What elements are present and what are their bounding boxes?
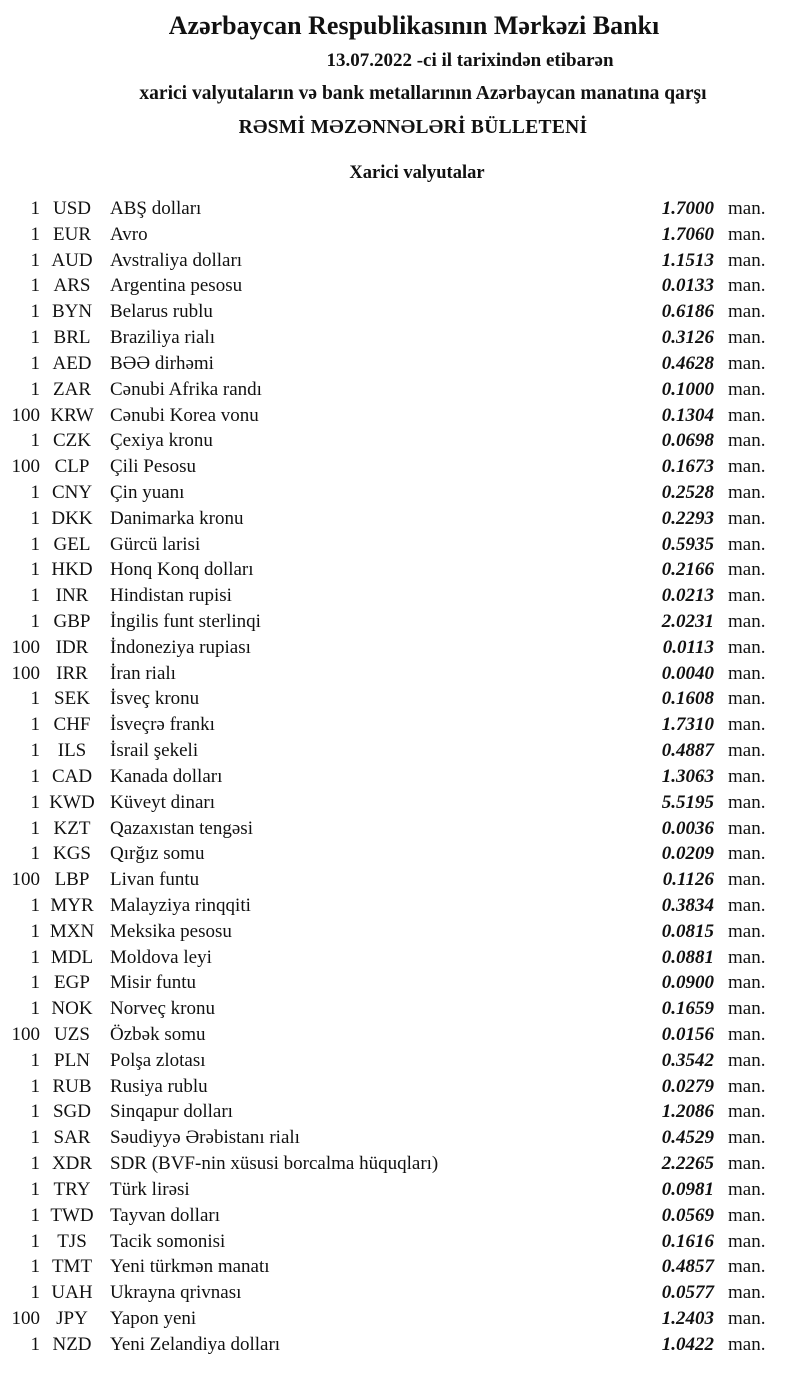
currency-name: Tacik somonisi xyxy=(110,1230,226,1252)
rate-row xyxy=(0,972,800,998)
rate-value: 0.1673 xyxy=(661,456,714,478)
currency-code: HKD xyxy=(51,559,93,581)
currency-name: Braziliya rialı xyxy=(110,327,215,349)
quantity: 1 xyxy=(30,275,40,297)
unit-suffix: man. xyxy=(728,1049,766,1071)
currency-code: TMT xyxy=(51,1256,93,1278)
currency-code: UZS xyxy=(54,1024,90,1045)
quantity: 100 xyxy=(11,636,40,658)
quantity: 1 xyxy=(30,894,40,916)
currency-name: Səudiyyə Ərəbistanı rialı xyxy=(110,1127,300,1149)
unit-suffix: man. xyxy=(728,688,766,710)
rate-value: 0.0279 xyxy=(661,1075,714,1097)
unit-suffix: man. xyxy=(728,1256,766,1278)
currency-code: CLP xyxy=(54,456,90,478)
rate-value: 0.1126 xyxy=(662,869,714,891)
currency-name: Tayvan dolları xyxy=(110,1204,220,1226)
rate-value: 0.0036 xyxy=(661,817,714,839)
currency-name: Qırğız somu xyxy=(110,843,205,865)
quantity: 100 xyxy=(11,456,40,478)
rate-row xyxy=(0,895,800,921)
rate-value: 0.0900 xyxy=(661,972,714,994)
currency-name: Polşa zlotası xyxy=(110,1049,206,1071)
currency-code: EUR xyxy=(53,223,91,245)
rate-row xyxy=(0,508,800,534)
currency-code: ILS xyxy=(57,740,87,762)
unit-suffix: man. xyxy=(728,481,766,503)
rate-value: 0.0156 xyxy=(661,1024,714,1045)
currency-code: BYN xyxy=(51,301,93,323)
unit-suffix: man. xyxy=(728,765,766,787)
quantity: 1 xyxy=(30,481,40,503)
currency-code: NZD xyxy=(52,1333,92,1355)
currency-code: NOK xyxy=(51,998,93,1020)
rate-value: 0.0881 xyxy=(661,946,714,968)
quantity: 1 xyxy=(30,972,40,994)
currency-name: Avro xyxy=(110,223,148,245)
rate-row xyxy=(0,1076,800,1102)
rate-row xyxy=(0,1205,800,1231)
unit-suffix: man. xyxy=(728,740,766,762)
currency-code: UAH xyxy=(51,1282,93,1304)
rate-value: 0.0213 xyxy=(661,585,714,607)
currency-name: Malayziya rinqqiti xyxy=(110,894,251,916)
currency-code: RUB xyxy=(52,1075,92,1097)
quantity: 1 xyxy=(30,352,40,374)
rate-value: 0.5935 xyxy=(661,533,714,555)
unit-suffix: man. xyxy=(728,946,766,968)
unit-suffix: man. xyxy=(728,249,766,271)
currency-name: Hindistan rupisi xyxy=(110,585,232,607)
unit-suffix: man. xyxy=(728,972,766,994)
quantity: 100 xyxy=(11,1307,40,1329)
rate-row xyxy=(0,534,800,560)
rate-value: 0.1616 xyxy=(661,1230,714,1252)
unit-suffix: man. xyxy=(728,327,766,349)
currency-code: CZK xyxy=(53,430,91,452)
currency-code: SEK xyxy=(54,688,90,710)
rate-value: 0.3542 xyxy=(661,1049,714,1071)
quantity: 1 xyxy=(30,301,40,323)
quantity: 1 xyxy=(30,585,40,607)
rate-row xyxy=(0,740,800,766)
currency-code: KRW xyxy=(50,404,94,426)
rate-value: 1.7310 xyxy=(661,714,714,736)
rate-row xyxy=(0,405,800,431)
rate-value: 0.0815 xyxy=(661,920,714,942)
rate-value: 0.3126 xyxy=(661,327,714,349)
unit-suffix: man. xyxy=(728,559,766,581)
rate-row xyxy=(0,1282,800,1308)
rate-row xyxy=(0,250,800,276)
rate-value: 0.4857 xyxy=(661,1256,714,1278)
section-title-foreign-currencies: Xarici valyutalar xyxy=(349,163,485,183)
currency-name: Gürcü larisi xyxy=(110,533,201,555)
quantity: 100 xyxy=(11,404,40,426)
currency-code: MDL xyxy=(50,946,94,968)
unit-suffix: man. xyxy=(728,920,766,942)
currency-code: CNY xyxy=(51,481,93,503)
rate-value: 2.0231 xyxy=(661,611,714,632)
quantity: 1 xyxy=(30,1101,40,1123)
unit-suffix: man. xyxy=(728,585,766,607)
currency-name: İsrail şekeli xyxy=(110,740,199,762)
rate-row xyxy=(0,198,800,224)
rate-row xyxy=(0,559,800,585)
unit-suffix: man. xyxy=(728,1075,766,1097)
rate-value: 0.0133 xyxy=(661,275,714,297)
rate-row xyxy=(0,456,800,482)
currency-code: IDR xyxy=(55,636,89,658)
currency-name: Avstraliya dolları xyxy=(110,249,243,271)
currency-name: BƏƏ dirhəmi xyxy=(110,352,214,374)
rate-row xyxy=(0,1024,800,1050)
currency-name: Cənubi Afrika randı xyxy=(110,378,262,400)
quantity: 100 xyxy=(11,869,40,891)
unit-suffix: man. xyxy=(728,791,766,813)
quantity: 1 xyxy=(30,920,40,942)
currency-code: IRR xyxy=(56,662,88,684)
unit-suffix: man. xyxy=(728,1204,766,1226)
currency-code: TJS xyxy=(57,1230,87,1252)
quantity: 1 xyxy=(30,765,40,787)
currency-code: GEL xyxy=(53,533,91,555)
currency-code: EGP xyxy=(54,972,90,994)
currency-name: Yeni türkmən manatı xyxy=(110,1256,270,1278)
quantity: 1 xyxy=(30,533,40,555)
quantity: 1 xyxy=(30,688,40,710)
bank-title: Azərbaycan Respublikasının Mərkəzi Bankı xyxy=(168,11,660,40)
currency-name: Livan funtu xyxy=(110,869,200,891)
currency-code: MYR xyxy=(50,894,94,916)
unit-suffix: man. xyxy=(728,869,766,891)
quantity: 1 xyxy=(30,611,40,632)
quantity: 1 xyxy=(30,223,40,245)
unit-suffix: man. xyxy=(728,378,766,400)
quantity: 1 xyxy=(30,1333,40,1355)
rate-value: 0.2166 xyxy=(661,559,714,581)
rate-row xyxy=(0,1153,800,1179)
quantity: 1 xyxy=(30,946,40,968)
unit-suffix: man. xyxy=(728,1127,766,1149)
currency-name: Rusiya rublu xyxy=(110,1075,208,1097)
rate-value: 1.1513 xyxy=(661,249,714,271)
currency-name: İndoneziya rupiası xyxy=(110,636,251,658)
rate-row xyxy=(0,766,800,792)
rate-row xyxy=(0,1231,800,1257)
unit-suffix: man. xyxy=(728,1230,766,1252)
currency-name: Honq Konq dolları xyxy=(110,559,254,581)
rate-row xyxy=(0,1334,800,1360)
rate-value: 0.2528 xyxy=(661,481,714,503)
rate-value: 0.0040 xyxy=(661,662,714,684)
currency-name: Meksika pesosu xyxy=(110,920,232,942)
rate-value: 0.0981 xyxy=(661,1178,714,1200)
rate-row xyxy=(0,637,800,663)
unit-suffix: man. xyxy=(728,611,766,632)
unit-suffix: man. xyxy=(728,662,766,684)
currency-code: SGD xyxy=(52,1101,91,1123)
rate-value: 5.5195 xyxy=(661,791,714,813)
currency-name: Norveç kronu xyxy=(110,998,215,1020)
quantity: 1 xyxy=(30,1049,40,1071)
quantity: 1 xyxy=(30,430,40,452)
currency-name: Türk lirəsi xyxy=(110,1178,190,1200)
rate-row xyxy=(0,301,800,327)
quantity: 100 xyxy=(11,662,40,684)
rate-row xyxy=(0,1256,800,1282)
rate-value: 1.7060 xyxy=(661,223,714,245)
bulletin-page xyxy=(0,10,800,1386)
quantity: 1 xyxy=(30,998,40,1020)
currency-name: Moldova leyi xyxy=(110,946,212,968)
currency-code: AED xyxy=(52,352,92,374)
unit-suffix: man. xyxy=(728,1024,766,1045)
currency-name: Belarus rublu xyxy=(110,301,213,323)
rate-value: 0.1304 xyxy=(661,404,714,426)
currency-name: Yeni Zelandiya dolları xyxy=(110,1333,281,1355)
rate-row xyxy=(0,1101,800,1127)
unit-suffix: man. xyxy=(728,1101,766,1123)
currency-code: KZT xyxy=(53,817,91,839)
currency-code: SAR xyxy=(53,1127,91,1149)
quantity: 1 xyxy=(30,1204,40,1226)
rate-value: 1.2086 xyxy=(661,1101,714,1123)
bulletin-header xyxy=(0,10,800,140)
rate-row xyxy=(0,714,800,740)
unit-suffix: man. xyxy=(728,843,766,865)
unit-suffix: man. xyxy=(728,1178,766,1200)
quantity: 1 xyxy=(30,1256,40,1278)
quantity: 1 xyxy=(30,1153,40,1175)
currency-code: CAD xyxy=(51,765,93,787)
rate-value: 0.4628 xyxy=(661,352,714,374)
rate-row xyxy=(0,843,800,869)
currency-code: AUD xyxy=(51,249,93,271)
rate-row xyxy=(0,1127,800,1153)
unit-suffix: man. xyxy=(728,894,766,916)
currency-name: Misir funtu xyxy=(110,972,197,994)
unit-suffix: man. xyxy=(728,998,766,1020)
rate-value: 0.1659 xyxy=(661,998,714,1020)
quantity: 1 xyxy=(30,1230,40,1252)
rate-value: 0.6186 xyxy=(661,301,714,323)
rate-value: 0.0113 xyxy=(662,636,714,658)
currency-name: İran rialı xyxy=(110,662,176,684)
quantity: 1 xyxy=(30,249,40,271)
rate-row xyxy=(0,224,800,250)
quantity: 1 xyxy=(30,198,40,219)
currency-code: BRL xyxy=(53,327,91,349)
rate-value: 1.2403 xyxy=(661,1307,714,1329)
unit-suffix: man. xyxy=(728,817,766,839)
currency-name: Sinqapur dolları xyxy=(110,1101,233,1123)
currency-name: Çin yuanı xyxy=(110,481,185,503)
exchange-rates-table xyxy=(0,198,800,1360)
unit-suffix: man. xyxy=(728,1282,766,1304)
currency-code: KWD xyxy=(49,791,95,813)
rate-value: 0.0209 xyxy=(661,843,714,865)
unit-suffix: man. xyxy=(728,714,766,736)
quantity: 1 xyxy=(30,740,40,762)
unit-suffix: man. xyxy=(728,456,766,478)
rate-row xyxy=(0,275,800,301)
rate-row xyxy=(0,663,800,689)
currency-code: GBP xyxy=(53,611,91,632)
rate-row xyxy=(0,792,800,818)
unit-suffix: man. xyxy=(728,1333,766,1355)
rate-value: 0.0698 xyxy=(661,430,714,452)
rate-row xyxy=(0,430,800,456)
quantity: 1 xyxy=(30,378,40,400)
rate-value: 0.3834 xyxy=(661,894,714,916)
rate-row xyxy=(0,688,800,714)
currency-code: JPY xyxy=(56,1307,88,1329)
currency-code: CHF xyxy=(53,714,91,736)
currency-code: DKK xyxy=(51,507,93,529)
unit-suffix: man. xyxy=(728,275,766,297)
quantity: 1 xyxy=(30,1178,40,1200)
rate-value: 0.0577 xyxy=(661,1282,714,1304)
currency-code: KGS xyxy=(52,843,91,865)
currency-name: ABŞ dolları xyxy=(110,198,202,219)
quantity: 1 xyxy=(30,1282,40,1304)
rate-row xyxy=(0,921,800,947)
quantity: 1 xyxy=(30,327,40,349)
unit-suffix: man. xyxy=(728,352,766,374)
currency-code: ZAR xyxy=(53,378,91,400)
quantity: 1 xyxy=(30,559,40,581)
rate-value: 0.4529 xyxy=(661,1127,714,1149)
rate-value: 0.4887 xyxy=(661,740,714,762)
currency-code: LBP xyxy=(54,869,90,891)
currency-code: PLN xyxy=(54,1049,90,1071)
rate-row xyxy=(0,482,800,508)
currency-name: İngilis funt sterlinqi xyxy=(110,611,261,632)
currency-name: Çili Pesosu xyxy=(110,456,197,478)
rate-value: 0.1608 xyxy=(661,688,714,710)
currency-name: Küveyt dinarı xyxy=(110,791,216,813)
rate-row xyxy=(0,818,800,844)
unit-suffix: man. xyxy=(728,301,766,323)
rate-row xyxy=(0,327,800,353)
currency-code: INR xyxy=(55,585,89,607)
currency-code: TWD xyxy=(50,1204,94,1226)
rate-row xyxy=(0,998,800,1024)
currency-name: Ukrayna qrivnası xyxy=(110,1282,242,1304)
quantity: 1 xyxy=(30,1127,40,1149)
currency-name: Danimarka kronu xyxy=(110,507,244,529)
currency-code: XDR xyxy=(51,1153,93,1175)
currency-code: TRY xyxy=(53,1178,91,1200)
rate-row xyxy=(0,1308,800,1334)
rate-value: 1.0422 xyxy=(661,1333,714,1355)
currency-name: Argentina pesosu xyxy=(110,275,243,297)
unit-suffix: man. xyxy=(728,223,766,245)
rate-row xyxy=(0,353,800,379)
currency-code: ARS xyxy=(53,275,91,297)
currency-name: İsveçrə frankı xyxy=(110,714,215,736)
currency-name: Çexiya kronu xyxy=(110,430,213,452)
quantity: 1 xyxy=(30,714,40,736)
unit-suffix: man. xyxy=(728,430,766,452)
rate-value: 0.0569 xyxy=(661,1204,714,1226)
quantity: 1 xyxy=(30,817,40,839)
unit-suffix: man. xyxy=(728,198,766,219)
unit-suffix: man. xyxy=(728,533,766,555)
unit-suffix: man. xyxy=(728,1153,766,1175)
subject-line: xarici valyutaların və bank metallarının Azərbaycan manatına qarşı xyxy=(139,83,707,104)
quantity: 100 xyxy=(11,1024,40,1045)
currency-name: Qazaxıstan tengəsi xyxy=(110,817,253,839)
currency-name: Yapon yeni xyxy=(110,1307,197,1329)
rate-row xyxy=(0,1179,800,1205)
rate-row xyxy=(0,611,800,637)
currency-name: SDR (BVF-nin xüsusi borcalma hüquqları) xyxy=(110,1153,439,1175)
quantity: 1 xyxy=(30,507,40,529)
currency-name: Kanada dolları xyxy=(110,765,223,787)
unit-suffix: man. xyxy=(728,1307,766,1329)
bulletin-title: RƏSMİ MƏZƏNNƏLƏRİ BÜLLETENİ xyxy=(238,117,588,138)
currency-code: MXN xyxy=(49,920,95,942)
rate-row xyxy=(0,379,800,405)
rate-row xyxy=(0,869,800,895)
rate-value: 0.1000 xyxy=(661,378,714,400)
rate-row xyxy=(0,1050,800,1076)
rate-value: 1.7000 xyxy=(661,198,714,219)
quantity: 1 xyxy=(30,791,40,813)
rate-value: 1.3063 xyxy=(661,765,714,787)
rate-value: 0.2293 xyxy=(661,507,714,529)
currency-name: İsveç kronu xyxy=(110,688,200,710)
quantity: 1 xyxy=(30,843,40,865)
unit-suffix: man. xyxy=(728,507,766,529)
rate-row xyxy=(0,585,800,611)
unit-suffix: man. xyxy=(728,636,766,658)
rate-value: 2.2265 xyxy=(661,1153,714,1175)
rate-row xyxy=(0,947,800,973)
currency-code: USD xyxy=(52,198,91,219)
unit-suffix: man. xyxy=(728,404,766,426)
currency-name: Özbək somu xyxy=(110,1024,206,1045)
quantity: 1 xyxy=(30,1075,40,1097)
currency-name: Cənubi Korea vonu xyxy=(110,404,259,426)
effective-date-line: 13.07.2022 -ci il tarixindən etibarən xyxy=(326,50,614,71)
